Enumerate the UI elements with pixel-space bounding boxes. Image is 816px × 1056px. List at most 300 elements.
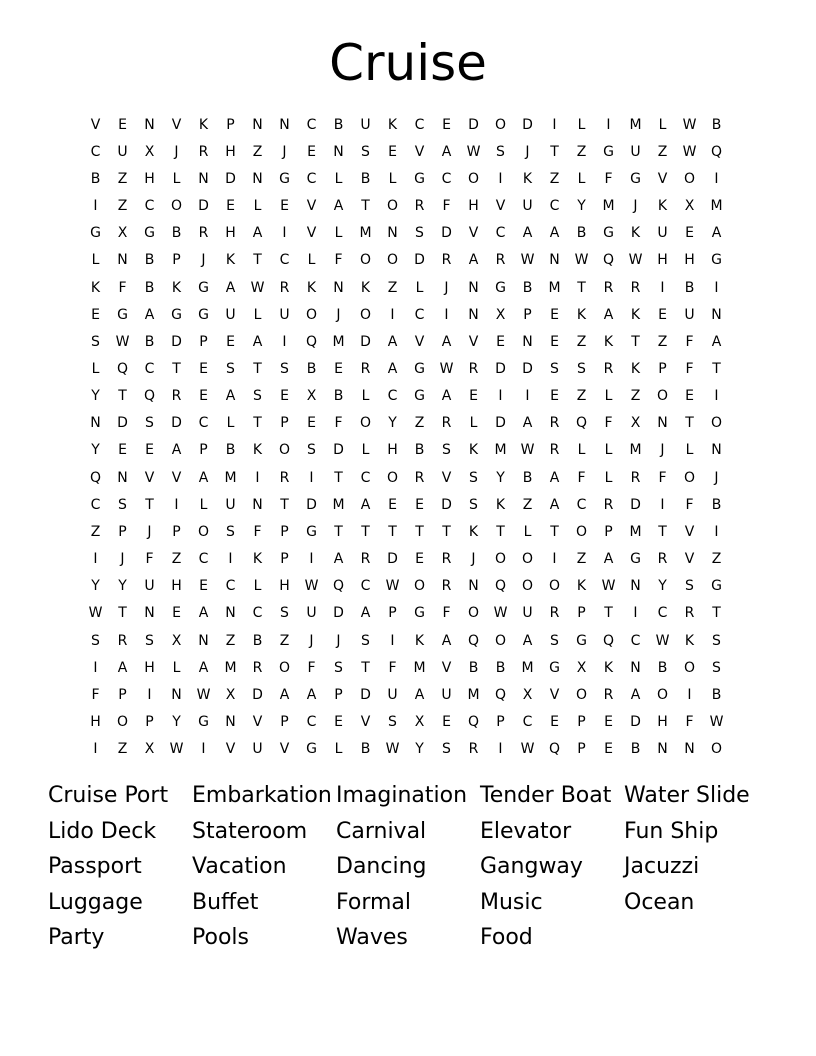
grid-letter[interactable]: N — [225, 714, 236, 731]
grid-letter[interactable]: E — [604, 714, 613, 731]
grid-letter[interactable]: H — [657, 714, 668, 731]
grid-letter[interactable]: S — [577, 360, 586, 377]
grid-letter[interactable]: K — [306, 279, 317, 296]
grid-letter[interactable]: P — [577, 605, 586, 622]
grid-letter[interactable]: E — [550, 714, 559, 731]
grid-letter[interactable]: R — [549, 415, 560, 432]
grid-letter[interactable]: E — [496, 333, 505, 350]
grid-letter[interactable]: D — [360, 333, 371, 350]
grid-letter[interactable]: H — [171, 578, 182, 595]
grid-letter[interactable]: E — [658, 306, 667, 323]
grid-letter[interactable]: A — [171, 442, 182, 459]
grid-letter[interactable]: D — [468, 116, 479, 133]
grid-letter[interactable]: P — [280, 415, 289, 432]
grid-letter[interactable]: I — [498, 741, 503, 758]
grid-letter[interactable]: T — [712, 360, 721, 377]
grid-letter[interactable]: K — [576, 578, 587, 595]
grid-letter[interactable]: A — [468, 252, 479, 269]
grid-letter[interactable]: O — [386, 252, 399, 269]
grid-letter[interactable]: J — [336, 306, 341, 323]
grid-letter[interactable]: R — [603, 360, 614, 377]
grid-letter[interactable]: B — [495, 659, 506, 676]
grid-letter[interactable]: O — [683, 170, 696, 187]
grid-letter[interactable]: Q — [494, 686, 507, 703]
grid-letter[interactable]: O — [521, 578, 534, 595]
grid-letter[interactable]: T — [334, 523, 343, 540]
grid-letter[interactable]: B — [711, 496, 722, 513]
grid-letter[interactable]: T — [118, 388, 127, 405]
grid-letter[interactable]: Y — [118, 578, 127, 595]
grid-letter[interactable]: O — [494, 116, 507, 133]
grid-letter[interactable]: S — [361, 143, 370, 160]
grid-letter[interactable]: M — [332, 496, 345, 513]
grid-letter[interactable]: H — [279, 578, 290, 595]
letter-grid[interactable] — [82, 111, 730, 763]
grid-letter[interactable]: C — [360, 578, 371, 595]
grid-letter[interactable]: S — [388, 714, 397, 731]
grid-letter[interactable]: E — [118, 442, 127, 459]
grid-letter[interactable]: B — [171, 225, 182, 242]
grid-letter[interactable]: E — [685, 225, 694, 242]
grid-letter[interactable]: A — [441, 333, 452, 350]
grid-letter[interactable]: L — [388, 170, 397, 187]
grid-letter[interactable]: I — [390, 306, 395, 323]
grid-letter[interactable]: P — [199, 442, 208, 459]
grid-letter[interactable]: C — [360, 469, 371, 486]
grid-letter[interactable]: Z — [414, 415, 425, 432]
grid-letter[interactable]: W — [709, 714, 724, 731]
grid-letter[interactable]: C — [441, 170, 452, 187]
grid-letter[interactable]: Z — [171, 551, 182, 568]
grid-letter[interactable]: C — [414, 116, 425, 133]
grid-letter[interactable]: E — [334, 714, 343, 731]
grid-letter[interactable]: X — [144, 741, 155, 758]
grid-letter[interactable]: M — [494, 442, 507, 459]
grid-letter[interactable]: F — [442, 605, 451, 622]
grid-letter[interactable]: M — [467, 686, 480, 703]
grid-letter[interactable]: Y — [172, 714, 181, 731]
grid-letter[interactable]: F — [145, 551, 154, 568]
grid-letter[interactable]: F — [442, 198, 451, 215]
grid-letter[interactable]: G — [198, 306, 209, 323]
grid-letter[interactable]: R — [360, 551, 371, 568]
grid-letter[interactable]: E — [199, 388, 208, 405]
grid-letter[interactable]: L — [172, 659, 181, 676]
grid-letter[interactable]: L — [604, 442, 613, 459]
grid-letter[interactable]: F — [685, 714, 694, 731]
grid-letter[interactable]: L — [658, 116, 667, 133]
grid-letter[interactable]: M — [548, 279, 561, 296]
grid-letter[interactable]: U — [225, 496, 236, 513]
grid-letter[interactable]: J — [444, 279, 449, 296]
grid-letter[interactable]: A — [549, 496, 560, 513]
grid-letter[interactable]: C — [144, 360, 155, 377]
grid-letter[interactable]: U — [117, 143, 128, 160]
grid-letter[interactable]: E — [280, 388, 289, 405]
grid-letter[interactable]: G — [90, 225, 101, 242]
grid-letter[interactable]: H — [144, 659, 155, 676]
grid-letter[interactable]: A — [414, 686, 425, 703]
grid-letter[interactable]: O — [467, 605, 480, 622]
grid-letter[interactable]: I — [390, 632, 395, 649]
grid-letter[interactable]: W — [682, 143, 697, 160]
grid-letter[interactable]: C — [198, 551, 209, 568]
grid-letter[interactable]: L — [91, 252, 100, 269]
grid-letter[interactable]: R — [684, 605, 695, 622]
grid-letter[interactable]: D — [441, 225, 452, 242]
grid-letter[interactable]: L — [307, 252, 316, 269]
grid-letter[interactable]: N — [117, 469, 128, 486]
grid-letter[interactable]: B — [576, 225, 587, 242]
grid-letter[interactable]: Y — [91, 442, 100, 459]
grid-letter[interactable]: P — [280, 714, 289, 731]
grid-letter[interactable]: F — [334, 415, 343, 432]
grid-letter[interactable]: P — [523, 306, 532, 323]
grid-letter[interactable]: W — [304, 578, 319, 595]
grid-letter[interactable]: S — [712, 632, 721, 649]
grid-letter[interactable]: W — [250, 279, 265, 296]
grid-letter[interactable]: X — [576, 659, 587, 676]
grid-letter[interactable]: P — [280, 523, 289, 540]
grid-letter[interactable]: R — [549, 605, 560, 622]
grid-letter[interactable]: I — [93, 198, 98, 215]
grid-letter[interactable]: L — [334, 170, 343, 187]
grid-letter[interactable]: L — [685, 442, 694, 459]
grid-letter[interactable]: K — [198, 116, 209, 133]
grid-letter[interactable]: K — [252, 551, 263, 568]
grid-letter[interactable]: V — [171, 469, 182, 486]
grid-letter[interactable]: S — [307, 442, 316, 459]
grid-letter[interactable]: F — [604, 415, 613, 432]
grid-letter[interactable]: D — [441, 496, 452, 513]
grid-letter[interactable]: Z — [576, 388, 587, 405]
grid-letter[interactable]: I — [147, 686, 152, 703]
grid-letter[interactable]: G — [117, 306, 128, 323]
grid-letter[interactable]: X — [414, 714, 425, 731]
grid-letter[interactable]: E — [388, 496, 397, 513]
grid-letter[interactable]: M — [629, 442, 642, 459]
grid-letter[interactable]: R — [468, 360, 479, 377]
grid-letter[interactable]: L — [226, 415, 235, 432]
grid-letter[interactable]: A — [360, 496, 371, 513]
grid-letter[interactable]: G — [144, 225, 155, 242]
grid-letter[interactable]: V — [306, 198, 317, 215]
grid-letter[interactable]: K — [684, 632, 695, 649]
grid-letter[interactable]: M — [224, 469, 237, 486]
grid-letter[interactable]: I — [525, 388, 530, 405]
grid-letter[interactable]: E — [199, 578, 208, 595]
grid-letter[interactable]: X — [495, 306, 506, 323]
grid-letter[interactable]: L — [361, 388, 370, 405]
grid-letter[interactable]: S — [442, 741, 451, 758]
grid-letter[interactable]: Y — [388, 415, 397, 432]
grid-letter[interactable]: K — [576, 306, 587, 323]
grid-letter[interactable]: N — [90, 415, 101, 432]
grid-letter[interactable]: S — [550, 360, 559, 377]
grid-letter[interactable]: R — [549, 442, 560, 459]
grid-letter[interactable]: K — [468, 523, 479, 540]
grid-letter[interactable]: I — [714, 388, 719, 405]
grid-letter[interactable]: C — [306, 714, 317, 731]
grid-letter[interactable]: J — [282, 143, 287, 160]
grid-letter[interactable]: B — [657, 659, 668, 676]
grid-letter[interactable]: A — [441, 388, 452, 405]
grid-letter[interactable]: R — [198, 143, 209, 160]
grid-letter[interactable]: I — [309, 469, 314, 486]
grid-letter[interactable]: V — [414, 143, 425, 160]
grid-letter[interactable]: K — [603, 333, 614, 350]
grid-letter[interactable]: W — [169, 741, 184, 758]
grid-letter[interactable]: T — [118, 605, 127, 622]
grid-letter[interactable]: T — [388, 523, 397, 540]
grid-letter[interactable]: R — [252, 659, 263, 676]
grid-letter[interactable]: Z — [630, 388, 641, 405]
grid-letter[interactable]: O — [278, 442, 291, 459]
grid-letter[interactable]: D — [495, 360, 506, 377]
grid-letter[interactable]: L — [253, 578, 262, 595]
grid-letter[interactable]: M — [359, 225, 372, 242]
grid-letter[interactable]: A — [387, 333, 398, 350]
grid-letter[interactable]: H — [225, 225, 236, 242]
grid-letter[interactable]: O — [467, 170, 480, 187]
grid-letter[interactable]: A — [711, 225, 722, 242]
grid-letter[interactable]: A — [441, 143, 452, 160]
grid-letter[interactable]: T — [253, 252, 262, 269]
grid-letter[interactable]: V — [441, 659, 452, 676]
grid-letter[interactable]: Q — [548, 741, 561, 758]
grid-letter[interactable]: W — [655, 632, 670, 649]
grid-letter[interactable]: O — [278, 659, 291, 676]
grid-letter[interactable]: Q — [494, 578, 507, 595]
grid-letter[interactable]: A — [360, 605, 371, 622]
grid-letter[interactable]: S — [361, 632, 370, 649]
grid-letter[interactable]: D — [171, 415, 182, 432]
grid-letter[interactable]: S — [685, 578, 694, 595]
grid-letter[interactable]: D — [225, 170, 236, 187]
grid-letter[interactable]: E — [469, 388, 478, 405]
grid-letter[interactable]: V — [144, 469, 155, 486]
grid-letter[interactable]: N — [144, 605, 155, 622]
grid-letter[interactable]: G — [171, 306, 182, 323]
grid-letter[interactable]: Z — [117, 198, 128, 215]
grid-letter[interactable]: C — [630, 632, 641, 649]
grid-letter[interactable]: P — [118, 686, 127, 703]
grid-letter[interactable]: O — [386, 469, 399, 486]
grid-letter[interactable]: U — [387, 686, 398, 703]
grid-letter[interactable]: B — [333, 388, 344, 405]
grid-letter[interactable]: G — [414, 170, 425, 187]
grid-letter[interactable]: A — [522, 225, 533, 242]
grid-letter[interactable]: E — [280, 198, 289, 215]
grid-letter[interactable]: I — [93, 659, 98, 676]
grid-letter[interactable]: T — [334, 469, 343, 486]
grid-letter[interactable]: N — [630, 659, 641, 676]
grid-letter[interactable]: C — [90, 143, 101, 160]
grid-letter[interactable]: E — [91, 306, 100, 323]
grid-letter[interactable]: Z — [657, 333, 668, 350]
grid-letter[interactable]: H — [90, 714, 101, 731]
grid-letter[interactable]: Q — [575, 415, 588, 432]
grid-letter[interactable]: E — [145, 442, 154, 459]
grid-letter[interactable]: B — [414, 442, 425, 459]
grid-letter[interactable]: N — [333, 279, 344, 296]
grid-letter[interactable]: N — [684, 741, 695, 758]
grid-letter[interactable]: B — [711, 116, 722, 133]
grid-letter[interactable]: L — [334, 741, 343, 758]
grid-letter[interactable]: S — [280, 605, 289, 622]
grid-letter[interactable]: O — [116, 714, 129, 731]
grid-letter[interactable]: O — [683, 659, 696, 676]
grid-letter[interactable]: T — [712, 605, 721, 622]
grid-letter[interactable]: K — [630, 360, 641, 377]
grid-letter[interactable]: F — [253, 523, 262, 540]
grid-letter[interactable]: T — [550, 523, 559, 540]
grid-letter[interactable]: T — [685, 415, 694, 432]
grid-letter[interactable]: B — [306, 360, 317, 377]
grid-letter[interactable]: W — [385, 741, 400, 758]
grid-letter[interactable]: R — [657, 551, 668, 568]
grid-letter[interactable]: B — [252, 632, 263, 649]
grid-letter[interactable]: T — [442, 523, 451, 540]
grid-letter[interactable]: N — [333, 143, 344, 160]
grid-letter[interactable]: S — [226, 360, 235, 377]
grid-letter[interactable]: E — [334, 360, 343, 377]
grid-letter[interactable]: C — [90, 496, 101, 513]
grid-letter[interactable]: P — [118, 523, 127, 540]
grid-letter[interactable]: B — [630, 741, 641, 758]
grid-letter[interactable]: G — [495, 279, 506, 296]
grid-letter[interactable]: G — [414, 388, 425, 405]
grid-letter[interactable]: C — [306, 116, 317, 133]
grid-letter[interactable]: V — [225, 741, 236, 758]
grid-letter[interactable]: B — [144, 252, 155, 269]
grid-letter[interactable]: V — [468, 225, 479, 242]
grid-letter[interactable]: C — [387, 388, 398, 405]
grid-letter[interactable]: K — [387, 116, 398, 133]
grid-letter[interactable]: J — [633, 198, 638, 215]
grid-letter[interactable]: S — [118, 496, 127, 513]
grid-letter[interactable]: N — [630, 578, 641, 595]
grid-letter[interactable]: K — [630, 306, 641, 323]
grid-letter[interactable]: K — [603, 659, 614, 676]
grid-letter[interactable]: P — [280, 551, 289, 568]
grid-letter[interactable]: Z — [279, 632, 290, 649]
grid-letter[interactable]: R — [414, 469, 425, 486]
grid-letter[interactable]: O — [710, 415, 723, 432]
grid-letter[interactable]: E — [199, 360, 208, 377]
grid-letter[interactable]: Y — [658, 578, 667, 595]
grid-letter[interactable]: W — [466, 143, 481, 160]
grid-letter[interactable]: Z — [576, 551, 587, 568]
grid-letter[interactable]: L — [334, 225, 343, 242]
grid-letter[interactable]: E — [604, 741, 613, 758]
grid-letter[interactable]: U — [279, 306, 290, 323]
grid-letter[interactable]: W — [196, 686, 211, 703]
grid-letter[interactable]: Q — [143, 388, 156, 405]
grid-letter[interactable]: F — [118, 279, 127, 296]
grid-letter[interactable]: T — [253, 360, 262, 377]
grid-letter[interactable]: J — [525, 143, 530, 160]
grid-letter[interactable]: G — [711, 578, 722, 595]
grid-letter[interactable]: L — [172, 170, 181, 187]
grid-letter[interactable]: R — [495, 252, 506, 269]
grid-letter[interactable]: O — [710, 741, 723, 758]
grid-letter[interactable]: A — [333, 551, 344, 568]
grid-letter[interactable]: A — [441, 632, 452, 649]
grid-letter[interactable]: A — [306, 686, 317, 703]
grid-letter[interactable]: V — [171, 116, 182, 133]
grid-letter[interactable]: A — [522, 632, 533, 649]
grid-letter[interactable]: S — [712, 659, 721, 676]
grid-letter[interactable]: F — [685, 496, 694, 513]
grid-letter[interactable]: A — [630, 686, 641, 703]
grid-letter[interactable]: W — [439, 360, 454, 377]
grid-letter[interactable]: U — [441, 686, 452, 703]
grid-letter[interactable]: T — [604, 605, 613, 622]
grid-letter[interactable]: K — [630, 225, 641, 242]
grid-letter[interactable]: O — [548, 578, 561, 595]
grid-letter[interactable]: E — [226, 198, 235, 215]
grid-letter[interactable]: A — [252, 333, 263, 350]
grid-letter[interactable]: K — [522, 170, 533, 187]
grid-letter[interactable]: K — [468, 442, 479, 459]
grid-letter[interactable]: R — [360, 360, 371, 377]
grid-letter[interactable]: L — [469, 415, 478, 432]
grid-letter[interactable]: I — [255, 469, 260, 486]
grid-letter[interactable]: A — [549, 469, 560, 486]
grid-letter[interactable]: C — [549, 198, 560, 215]
grid-letter[interactable]: C — [495, 225, 506, 242]
grid-letter[interactable]: E — [415, 551, 424, 568]
grid-letter[interactable]: H — [684, 252, 695, 269]
grid-letter[interactable]: E — [118, 116, 127, 133]
grid-letter[interactable]: F — [604, 170, 613, 187]
grid-letter[interactable]: X — [684, 198, 695, 215]
grid-letter[interactable]: I — [498, 388, 503, 405]
grid-letter[interactable]: N — [252, 170, 263, 187]
grid-letter[interactable]: J — [660, 442, 665, 459]
grid-letter[interactable]: N — [468, 279, 479, 296]
grid-letter[interactable]: A — [711, 333, 722, 350]
grid-letter[interactable]: T — [280, 496, 289, 513]
grid-letter[interactable]: S — [496, 143, 505, 160]
grid-letter[interactable]: T — [145, 496, 154, 513]
grid-letter[interactable]: T — [253, 415, 262, 432]
grid-letter[interactable]: I — [687, 686, 692, 703]
grid-letter[interactable]: R — [414, 198, 425, 215]
grid-letter[interactable]: T — [415, 523, 424, 540]
grid-letter[interactable]: A — [387, 360, 398, 377]
grid-letter[interactable]: D — [522, 116, 533, 133]
grid-letter[interactable]: H — [657, 252, 668, 269]
grid-letter[interactable]: I — [444, 306, 449, 323]
grid-letter[interactable]: C — [657, 605, 668, 622]
grid-letter[interactable]: V — [252, 714, 263, 731]
grid-letter[interactable]: A — [603, 551, 614, 568]
grid-letter[interactable]: B — [522, 469, 533, 486]
grid-letter[interactable]: U — [522, 605, 533, 622]
grid-letter[interactable]: U — [252, 741, 263, 758]
grid-letter[interactable]: R — [441, 578, 452, 595]
grid-letter[interactable]: Z — [522, 496, 533, 513]
grid-letter[interactable]: T — [361, 198, 370, 215]
grid-letter[interactable]: N — [522, 333, 533, 350]
grid-letter[interactable]: R — [630, 469, 641, 486]
grid-letter[interactable]: R — [117, 632, 128, 649]
grid-letter[interactable]: E — [415, 496, 424, 513]
grid-letter[interactable]: H — [387, 442, 398, 459]
grid-letter[interactable]: M — [413, 659, 426, 676]
